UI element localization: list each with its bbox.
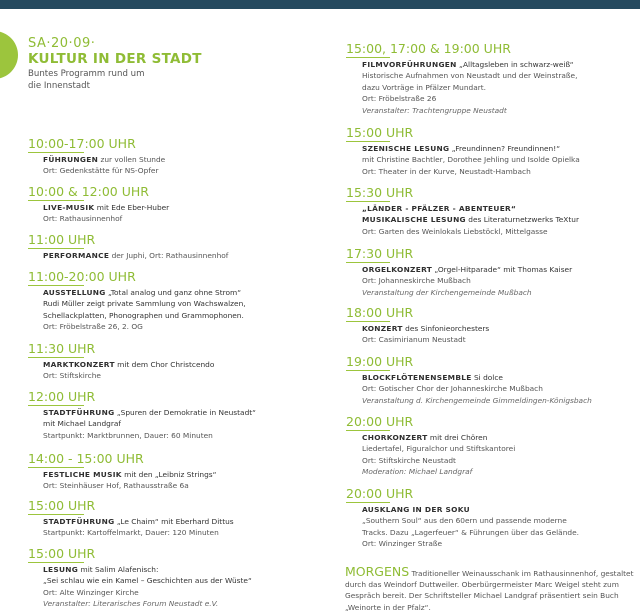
detail-line — [362, 59, 640, 70]
event-text: zur vollen Stunde — [98, 155, 166, 164]
detail-line — [43, 359, 328, 370]
detail-line — [362, 82, 640, 93]
detail-line — [43, 480, 328, 491]
time-underline — [28, 152, 84, 153]
header-title: KULTUR IN DER STADT — [28, 51, 202, 67]
event-details — [43, 202, 328, 225]
event-time: 17:30 UHR — [346, 246, 414, 261]
event-text: Rudi Müller zeigt private Sammlung von Wachswalzen, — [43, 299, 246, 309]
detail-line — [43, 250, 328, 261]
detail-line — [362, 538, 640, 549]
event-text: Ort: Garten des Weinlokals Liebstöckl, Mittelgasse — [362, 226, 548, 236]
event-text: mit Christine Bachtler, Dorothee Jehling und Isolde Opielka — [362, 155, 580, 165]
event-text: Ort: Rathausinnenhof — [43, 214, 123, 224]
detail-line — [43, 154, 328, 165]
detail-line — [362, 214, 640, 225]
detail-line — [362, 226, 640, 237]
detail-line — [362, 432, 640, 443]
event-details — [362, 203, 640, 237]
event-text: Ort: Gedenkstätte für NS-Opfer — [43, 166, 159, 176]
time-underline — [28, 248, 84, 249]
time-underline — [346, 430, 390, 431]
event-text: Tracks. Dazu „Lagerfeuer“ & Führungen über das Gelände. — [362, 527, 579, 537]
event-text: Liedertafel, Figuralchor und Stiftskantorei — [362, 444, 516, 454]
detail-line — [43, 310, 328, 321]
detail-line — [362, 287, 640, 298]
detail-line — [362, 466, 640, 477]
event-title: FÜHRUNGEN — [43, 155, 99, 164]
detail-line — [43, 430, 328, 441]
event-text: Veranstalter: Trachtengruppe Neustadt — [362, 105, 507, 115]
event-text: Ort: Alte Winzinger Kirche — [43, 587, 139, 597]
time-underline — [346, 201, 390, 202]
detail-line — [362, 323, 640, 334]
event-title: LIVE-MUSIK — [43, 203, 95, 212]
time-underline — [346, 57, 390, 58]
time-underline — [28, 405, 84, 406]
event-details — [362, 143, 640, 177]
event-text: Ort: Winzinger Straße — [362, 539, 443, 549]
detail-line — [362, 395, 640, 406]
event-title: FESTLICHE MUSIK — [43, 470, 122, 479]
detail-line — [43, 298, 328, 309]
detail-line — [43, 527, 328, 538]
event-text: „Total analog und ganz ohne Strom“ — [105, 288, 242, 297]
event-details — [362, 432, 640, 478]
event-text: dazu Vorträge in Pfälzer Mundart. — [362, 82, 487, 92]
detail-line — [43, 370, 328, 381]
event-time: 15:00, 17:00 & 19:00 UHR — [346, 41, 511, 56]
event-title: KONZERT — [362, 324, 403, 333]
event-text: mit drei Chören — [427, 433, 488, 442]
event-text: Si dolce — [471, 373, 503, 382]
event-text: „Spuren der Demokratie in Neustadt“ — [114, 408, 256, 417]
event-time: 11:00 UHR — [28, 232, 96, 247]
event-text: mit Michael Landgraf — [43, 419, 122, 429]
time-underline — [28, 357, 84, 358]
event-text: Startpunkt: Kartoffelmarkt, Dauer: 120 Minuten — [43, 528, 219, 538]
event-title: STADTFÜHRUNG — [43, 408, 115, 417]
time-underline — [346, 141, 390, 142]
time-underline — [346, 262, 390, 263]
detail-line — [362, 203, 640, 214]
event-text: Ort: Gotischer Chor der Johanneskirche Mußbach — [362, 384, 543, 394]
event-text: Schellackplatten, Phonographen und Grammophonen. — [43, 310, 244, 320]
event-details — [43, 407, 328, 441]
event-time: 19:00 UHR — [346, 354, 414, 369]
event-text: der Juphi, Ort: Rathausinnenhof — [109, 251, 229, 260]
event-text: mit den „Leibniz Strings“ — [121, 470, 217, 479]
detail-line — [362, 93, 640, 104]
event-text: Ort: Theater in der Kurve, Neustadt-Hambach — [362, 166, 531, 176]
morgens-block — [345, 566, 637, 613]
detail-line — [43, 575, 328, 586]
event-details — [362, 323, 640, 346]
detail-line — [362, 443, 640, 454]
detail-line — [43, 418, 328, 429]
detail-line — [43, 516, 328, 527]
detail-line — [43, 564, 328, 575]
detail-line — [43, 202, 328, 213]
event-time: 10:00-17:00 UHR — [28, 136, 136, 151]
time-underline — [28, 200, 84, 201]
event-details — [362, 504, 640, 550]
detail-line — [362, 143, 640, 154]
event-details — [43, 250, 328, 261]
event-text: Ort: Johanneskirche Mußbach — [362, 276, 471, 286]
event-text: Veranstalter: Literarisches Forum Neustadt e.V. — [43, 599, 219, 609]
event-title: MARKTKONZERT — [43, 360, 115, 369]
event-text: Moderation: Michael Landgraf — [362, 467, 473, 477]
event-text: Ort: Stiftskirche — [43, 371, 101, 381]
detail-line — [43, 213, 328, 224]
event-text: Historische Aufnahmen von Neustadt und der Weinstraße, — [362, 71, 578, 81]
event-title: PERFORMANCE — [43, 251, 110, 260]
event-text: Ort: Fröbelstraße 26, 2. OG — [43, 322, 143, 332]
detail-line — [362, 455, 640, 466]
detail-line — [362, 527, 640, 538]
morgens-title: MORGENS — [345, 564, 410, 579]
event-time: 11:30 UHR — [28, 341, 96, 356]
event-text: „Orgel-Hitparade“ mit Thomas Kaiser — [432, 265, 573, 274]
detail-line — [43, 587, 328, 598]
event-details — [43, 564, 328, 610]
event-title: „LÄNDER - PFÄLZER - ABENTEUER“ — [362, 204, 517, 213]
event-title: FILMVORFÜHRUNGEN — [362, 60, 457, 69]
event-details — [362, 372, 640, 406]
event-time: 20:00 UHR — [346, 486, 414, 501]
detail-line — [362, 515, 640, 526]
header-date: SA·20·09· — [28, 36, 96, 51]
event-text: mit Ede Eber-Huber — [94, 203, 170, 212]
time-underline — [346, 321, 390, 322]
time-underline — [346, 370, 390, 371]
time-underline — [346, 502, 390, 503]
detail-line — [362, 372, 640, 383]
event-text: „Alltagsleben in schwarz-weiß“ — [456, 60, 574, 69]
detail-line — [362, 166, 640, 177]
event-time: 18:00 UHR — [346, 305, 414, 320]
time-underline — [28, 514, 84, 515]
detail-line — [43, 321, 328, 332]
event-time: 15:00 UHR — [28, 546, 96, 561]
detail-line — [362, 504, 640, 515]
event-text: Startpunkt: Marktbrunnen, Dauer: 60 Minuten — [43, 430, 213, 440]
event-time: 10:00 & 12:00 UHR — [28, 184, 149, 199]
time-underline — [28, 467, 84, 468]
event-details — [43, 154, 328, 177]
event-text: mit Salim Alafenisch: — [78, 565, 159, 574]
event-time: 12:00 UHR — [28, 389, 96, 404]
event-title: AUSKLANG IN DER SOKU — [362, 505, 470, 514]
detail-line — [362, 383, 640, 394]
event-time: 11:00-20:00 UHR — [28, 269, 136, 284]
event-title: ORGELKONZERT — [362, 265, 433, 274]
time-underline — [28, 562, 84, 563]
event-title: SZENISCHE LESUNG — [362, 144, 450, 153]
event-text: „Southern Soul“ aus den 60ern und passende moderne — [362, 516, 567, 526]
event-text: mit dem Chor Christcendo — [114, 360, 215, 369]
event-time: 14:00 - 15:00 UHR — [28, 451, 144, 466]
event-title: BLOCKFLÖTENENSEMBLE — [362, 373, 472, 382]
event-text: Ort: Fröbelstraße 26 — [362, 94, 437, 104]
event-title: MUSIKALISCHE LESUNG — [362, 215, 466, 225]
detail-line — [43, 407, 328, 418]
event-time: 20:00 UHR — [346, 414, 414, 429]
event-title: AUSSTELLUNG — [43, 288, 106, 297]
event-time: 15:30 UHR — [346, 185, 414, 200]
event-time: 15:00 UHR — [28, 498, 96, 513]
event-text: Veranstaltung der Kirchengemeinde Mußbach — [362, 287, 532, 297]
detail-line — [43, 287, 328, 298]
event-title: STADTFÜHRUNG — [43, 517, 115, 526]
top-bar — [0, 0, 640, 9]
event-text: „Le Chaim“ mit Eberhard Dittus — [114, 517, 234, 526]
event-details — [362, 264, 640, 298]
detail-line — [43, 598, 328, 609]
event-details — [362, 59, 640, 116]
event-text: Ort: Steinhäuser Hof, Rathausstraße 6a — [43, 481, 189, 491]
event-title: CHORKONZERT — [362, 433, 428, 442]
time-underline — [28, 285, 84, 286]
detail-line — [362, 154, 640, 165]
event-details — [43, 287, 328, 333]
event-text: „Sei schlau wie ein Kamel – Geschichten aus der Wüste“ — [43, 576, 252, 586]
detail-line — [43, 469, 328, 480]
detail-line — [362, 334, 640, 345]
detail-line — [43, 165, 328, 176]
detail-line — [362, 275, 640, 286]
event-text: des Literaturnetzwerks TeXtur — [465, 215, 579, 225]
event-title: LESUNG — [43, 565, 79, 574]
detail-line — [362, 264, 640, 275]
detail-line — [362, 105, 640, 116]
event-text: des Sinfonieorchesters — [402, 324, 490, 333]
event-text: Ort: Stiftskirche Neustadt — [362, 455, 456, 465]
event-text: Ort: Casimirianum Neustadt — [362, 335, 466, 345]
event-text: „Freundinnen? Freundinnen!“ — [449, 144, 561, 153]
event-details — [43, 516, 328, 539]
event-text: Veranstaltung d. Kirchengemeinde Gimmeldingen-Königsbach — [362, 395, 592, 405]
detail-line — [362, 70, 640, 81]
event-details — [43, 359, 328, 382]
morgens-text: Traditioneller Weinausschank im Rathausinnenhof, gestaltet durch das Weindorf Duttweiler. Oberbürgermeister Marc Weigel steht zum Gespräch bereit. Der Schriftsteller Michael Landgraf präsentiert sein Buch „Weinorte in der Pfalz“. — [345, 569, 634, 612]
event-details — [43, 469, 328, 492]
header-subtitle: Buntes Programm rund um die Innenstadt — [28, 69, 145, 91]
event-time: 15:00 UHR — [346, 125, 414, 140]
date-badge-circle — [0, 31, 18, 79]
